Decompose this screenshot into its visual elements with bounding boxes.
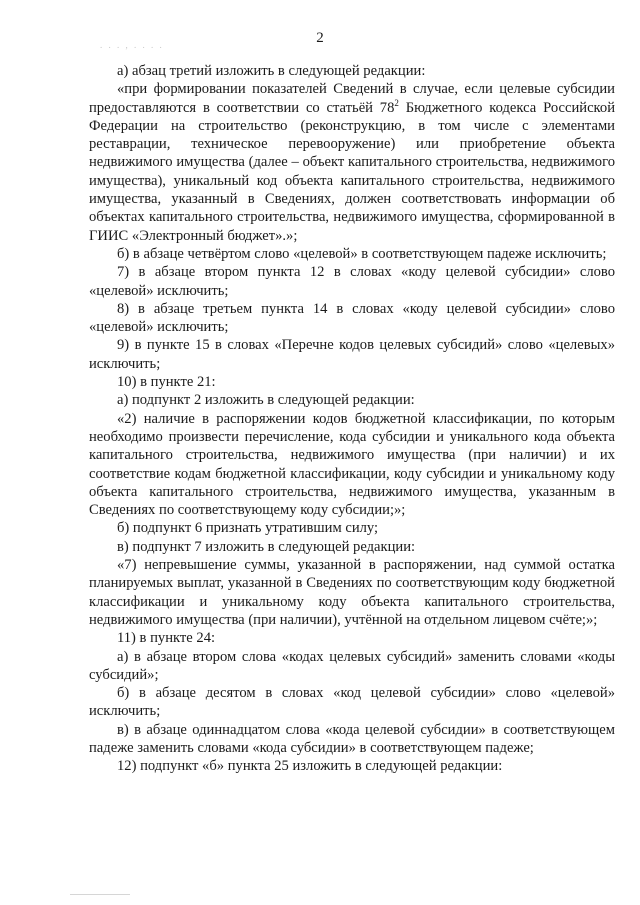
paragraph-10-a: а) подпункт 2 изложить в следующей редакции: xyxy=(117,392,415,409)
paragraph-11-a: а) в абзаце втором слова «кодах целевых субсидий» заменить словами «коды субсидий»; xyxy=(89,648,615,683)
paragraph-text-tail: Бюджетного кодекса Российской Федерации на строительство (реконструкцию, в том числе с элементами реставрации, техническое перевооружение) или приобретение объекта недвижимого имущества (далее – объект капитального строительства, недвижимого имущества), уникальный код объекта капитального строительства, недвижимого имущества, указанный в Сведениях, должен соответствовать информации об объектах капитального строительства, недвижимого имущества, сформированной в ГИИС «Электронный бюджет».»; xyxy=(89,99,616,244)
paragraph-item-7: 7) в абзаце втором пункта 12 в словах «коду целевой субсидии» слово «целевой» исключить; xyxy=(89,264,615,299)
page-number: 2 xyxy=(316,30,324,46)
paragraph-quote-formirovanie xyxy=(89,80,615,245)
paragraph-quote-2: «2) наличие в распоряжении кодов бюджетной классификации, по которым необходимо произвести перечисление, кода субсидии и уникального кода объекта капитального строительства, недвижимого имущества (при наличии) и их соответствие кодам бюджетной классификации, коду субсидии и уникальному коду объекта капитального строительства, недвижимого имущества, указанным в Сведениях по соответствующему коду субсидии;»; xyxy=(89,410,615,519)
article-superscript: 2 xyxy=(394,97,399,108)
paragraph-text: «при формировании показателей Сведений в случае, если целевые субсидии предоставляются в соответствии со статьёй 78 xyxy=(89,81,615,116)
scan-edge-mark xyxy=(70,894,130,895)
paragraph-item-11: 11) в пункте 24: xyxy=(117,630,216,647)
paragraph-a-abzac-tretiy: а) абзац третий изложить в следующей редакции: xyxy=(117,63,426,79)
paragraph-item-9: 9) в пункте 15 в словах «Перечне кодов целевых субсидий» слово «целевых» исключить; xyxy=(89,337,615,372)
paragraph-11-b: б) в абзаце десятом в словах «код целевой субсидии» слово «целевой» исключить; xyxy=(89,685,615,720)
paragraph-item-8: 8) в абзаце третьем пункта 14 в словах «коду целевой субсидии» слово «целевой» исключить; xyxy=(89,300,615,336)
paragraph-item-10: 10) в пункте 21: xyxy=(117,374,216,391)
paragraph-11-v: в) в абзаце одиннадцатом слова «кода целевой субсидии» в соответствующем падеже заменить словами «кода субсидии» в соответствующем падеже; xyxy=(89,721,615,756)
paragraph-b-abzac-chetvertyy: б) в абзаце четвёртом слово «целевой» в соответствующем падеже исключить; xyxy=(117,245,607,262)
paragraph-10-b: б) подпункт 6 признать утратившим силу; xyxy=(117,520,379,537)
document-body xyxy=(89,62,615,776)
scan-artifacts: . . . , . . . . xyxy=(100,40,164,50)
paragraph-item-12: 12) подпункт «б» пункта 25 изложить в следующей редакции: xyxy=(117,758,503,775)
paragraph-quote-7: «7) непревышение суммы, указанной в распоряжении, над суммой остатка планируемых выплат, указанной в Сведениях по соответствующим коду бюджетной классификации и уникальному коду объекта капитального строительства, недвижимого имущества (при наличии), учтённой на отдельном лицевом счёте;»; xyxy=(89,557,615,628)
paragraph-10-v: в) подпункт 7 изложить в следующей редакции: xyxy=(117,538,416,555)
